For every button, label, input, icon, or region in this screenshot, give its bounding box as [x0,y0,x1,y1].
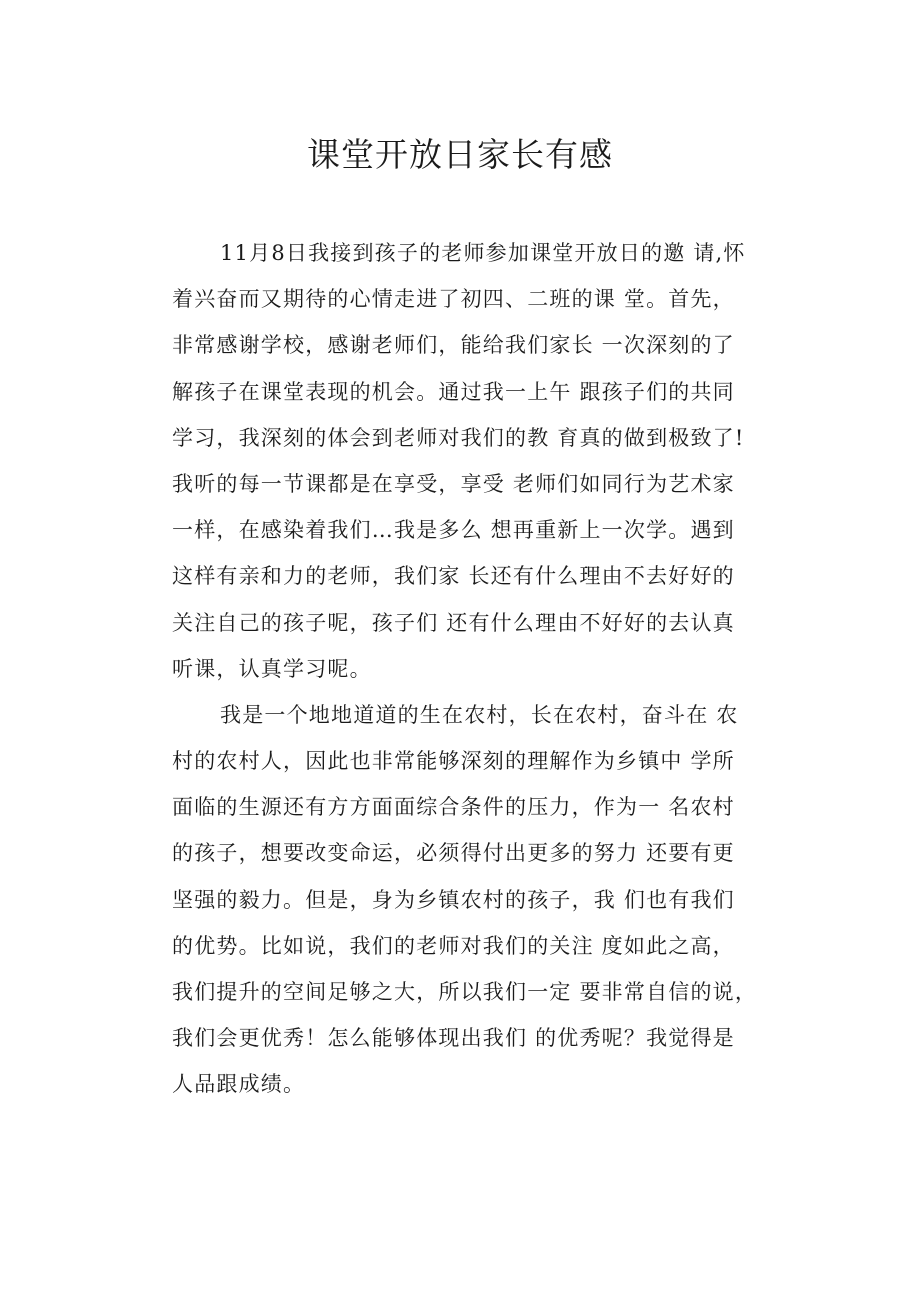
paragraph-1 [172,230,776,692]
paragraph-line: 我们会更优秀！怎么能够体现出我们 的优秀呢？我觉得是 [172,1026,735,1051]
paragraph-line: 村的农村人，因此也非常能够深刻的理解作为乡镇中 学所 [172,749,735,774]
paragraph-line: 学习，我深刻的体会到老师对我们的教 育真的做到极致了! [172,425,745,450]
paragraph-line: 一样，在感染着我们…我是多么 想再重新上一次学。遇到 [172,518,735,543]
paragraph-line: 的孩子，想要改变命运，必须得付出更多的努力 还要有更 [172,841,735,866]
paragraph-line: 这样有亲和力的老师，我们家 长还有什么理由不去好好的 [172,564,735,589]
paragraph-line: 我听的每一节课都是在享受，享受 老师们如同行为艺术家 [172,471,735,496]
paragraph-line: 听课，认真学习呢。 [172,656,372,681]
paragraph-line: 我们提升的空间足够之大，所以我们一定 要非常自信的说， [172,980,758,1004]
paragraph-line: 面临的生源还有方方面面综合条件的压力，作为一 名农村 [172,795,735,820]
document-title: 课堂开放日家长有感 [307,135,613,174]
paragraph-2 [172,692,776,1108]
document-body [172,230,776,1108]
paragraph-line: 坚强的毅力。但是，身为乡镇农村的孩子，我 们也有我们 [172,887,735,912]
paragraph-line: 关注自己的孩子呢，孩子们 还有什么理由不好好的去认真 [172,610,735,635]
paragraph-line: 人品跟成绩。 [172,1072,306,1097]
paragraph-line: 着兴奋而又期待的心情走进了初四、二班的课 堂。首先， [172,287,735,312]
paragraph-line: 解孩子在课堂表现的机会。通过我一上午 跟孩子们的共同 [172,379,735,404]
paragraph-line: 的优势。比如说，我们的老师对我们的关注 度如此之高， [172,933,735,958]
paragraph-line: 我是一个地地道道的生在农村，长在农村，奋斗在 农 [220,702,739,727]
paragraph-line: 11月8日我接到孩子的老师参加课堂开放日的邀 请,怀 [220,241,746,265]
paragraph-line: 非常感谢学校，感谢老师们，能给我们家长 一次深刻的了 [172,333,735,358]
